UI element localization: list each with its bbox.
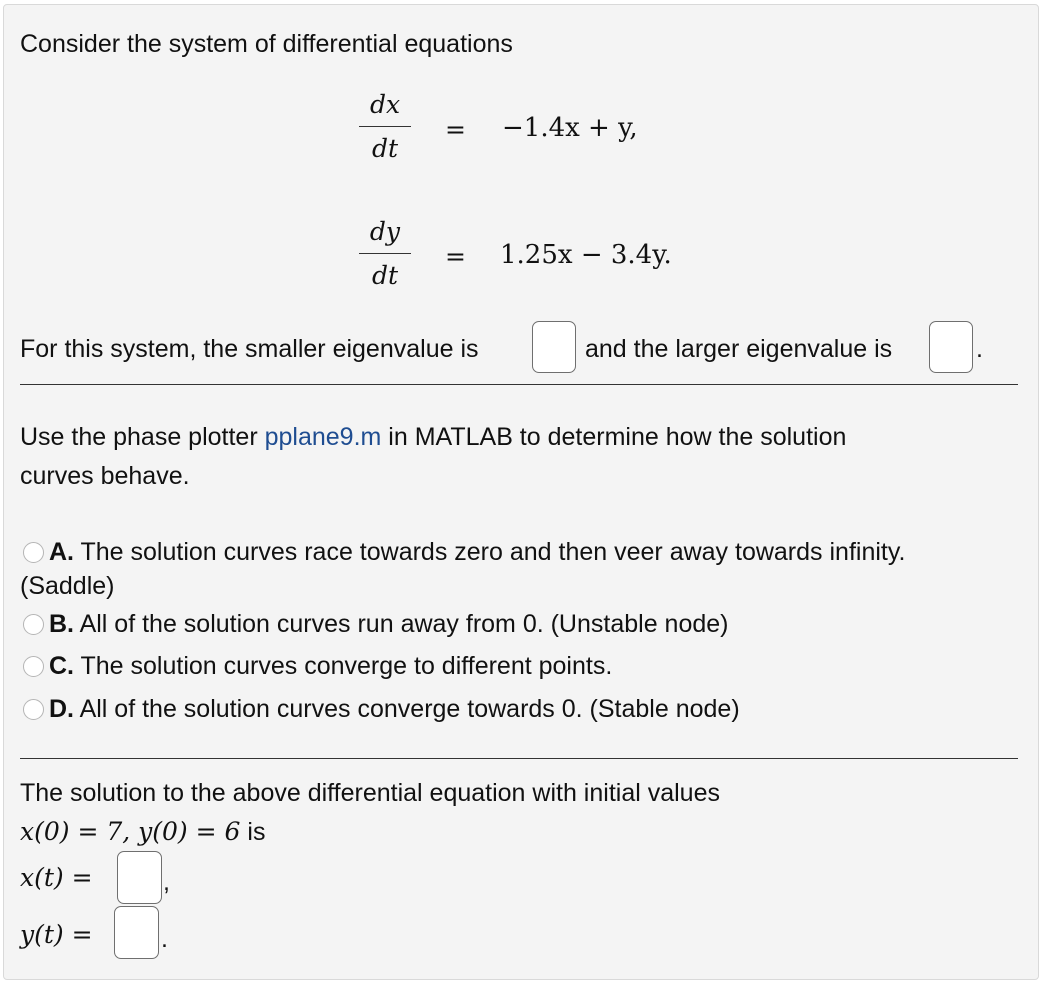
smaller-eigenvalue-input[interactable] <box>532 321 576 373</box>
larger-eigenvalue-input[interactable] <box>929 321 973 373</box>
pplane-link[interactable]: pplane9.m <box>264 423 382 451</box>
initial-conditions-tail: is <box>240 818 266 846</box>
intro-text: Consider the system of differential equations <box>20 30 513 58</box>
option-letter: C. <box>49 652 74 680</box>
fraction-dx-dt <box>359 90 411 164</box>
phase-text <box>20 422 846 452</box>
fraction-numerator: dx <box>369 90 401 119</box>
y-of-t-period: . <box>161 925 168 953</box>
fraction-dy-dt <box>359 217 411 291</box>
equals-sign: = <box>445 242 466 271</box>
solution-intro: The solution to the above differential equation with initial values <box>20 779 720 807</box>
equation-rhs-2: 1.25x − 3.4y. <box>500 240 672 270</box>
radio-option-a[interactable] <box>23 542 44 563</box>
option-text: All of the solution curves run away from 0. (Unstable node) <box>74 610 729 638</box>
equation-rhs-1: −1.4x + y, <box>502 113 638 143</box>
option-b-label <box>49 607 729 641</box>
equals-sign: = <box>445 115 466 144</box>
divider <box>20 384 1018 385</box>
option-letter: D. <box>49 695 74 723</box>
phase-suffix: in MATLAB to determine how the solution <box>381 423 847 451</box>
option-a-label <box>49 535 905 569</box>
phase-text-line2: curves behave. <box>20 462 190 490</box>
initial-conditions <box>20 817 265 847</box>
eigen-text-2: and the larger eigenvalue is <box>585 335 893 363</box>
option-letter: B. <box>49 610 74 638</box>
option-letter: A. <box>49 538 74 566</box>
radio-option-d[interactable] <box>23 699 44 720</box>
eigen-text-1: For this system, the smaller eigenvalue is <box>20 335 479 363</box>
option-text: The solution curves converge to different points. <box>74 652 613 680</box>
option-d-label <box>49 692 740 726</box>
fraction-denominator: dt <box>371 134 399 163</box>
x-of-t-label: x(t) = <box>20 863 93 892</box>
x-of-t-input[interactable] <box>117 851 162 904</box>
radio-option-b[interactable] <box>23 614 44 635</box>
option-text: All of the solution curves converge towards 0. (Stable node) <box>74 695 740 723</box>
option-c-label <box>49 649 612 683</box>
option-a-continuation: (Saddle) <box>20 572 115 600</box>
fraction-bar <box>359 126 411 127</box>
divider <box>20 758 1018 759</box>
initial-conditions-math: x(0) = 7, y(0) = 6 <box>20 817 241 846</box>
fraction-bar <box>359 253 411 254</box>
fraction-numerator: dy <box>369 217 401 246</box>
fraction-denominator: dt <box>371 261 399 290</box>
y-of-t-label: y(t) = <box>20 920 93 949</box>
eigen-period: . <box>976 335 983 363</box>
y-of-t-input[interactable] <box>114 906 159 959</box>
radio-option-c[interactable] <box>23 656 44 677</box>
phase-prefix: Use the phase plotter <box>20 423 265 451</box>
option-text: The solution curves race towards zero and then veer away towards infinity. <box>74 538 906 566</box>
x-of-t-comma: , <box>163 868 170 896</box>
